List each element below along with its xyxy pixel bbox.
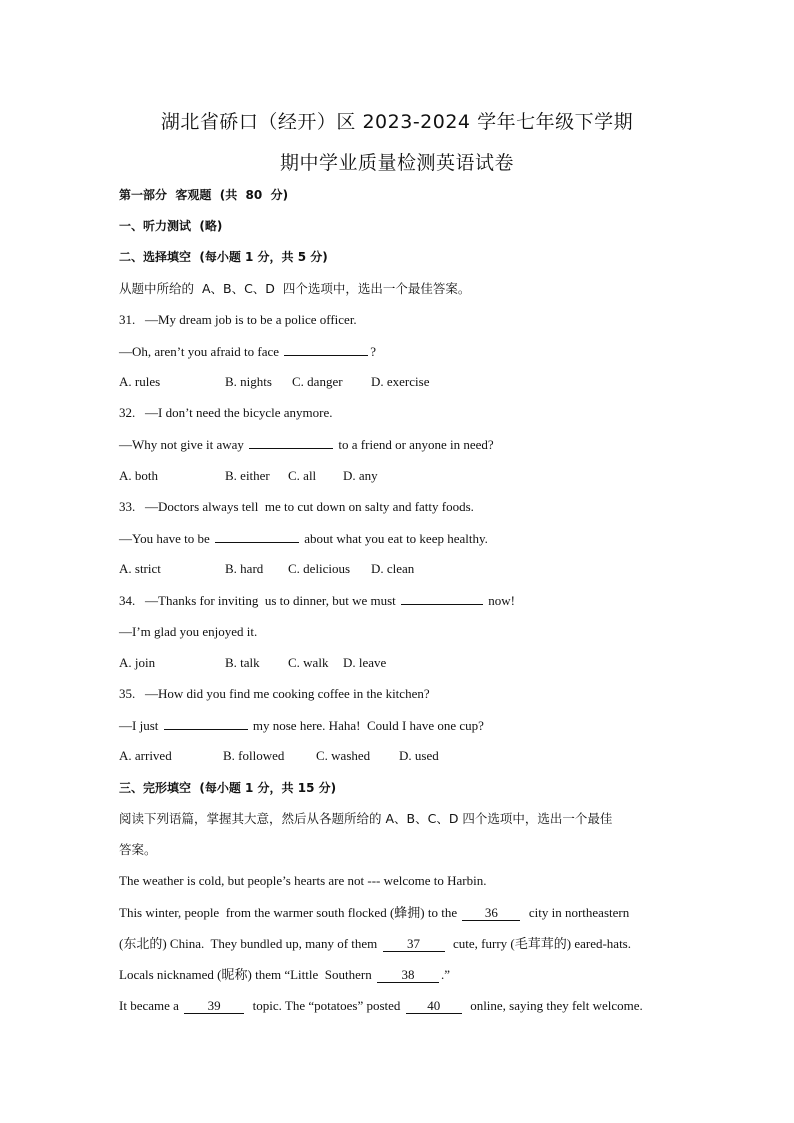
- option-c: C. all: [288, 468, 317, 483]
- section3-heading: 三、完形填空 (每小题 1 分，共 15 分): [119, 781, 337, 795]
- answer-blank: [284, 342, 368, 356]
- question-33: 33. —Doctors always tell me to cut down on salty and fatty foods.: [119, 499, 474, 514]
- passage-line-3: (东北的) China. They bundled up, many of them 37 cute, furry (毛茸茸的) eared-hats.: [119, 936, 631, 951]
- section1-heading: 一、听力测试 (略): [119, 219, 223, 233]
- cloze-blank-36: 36: [462, 906, 520, 921]
- question-32: 32. —I don’t need the bicycle anymore.: [119, 405, 333, 420]
- part1-heading: 第一部分 客观题 (共 80 分): [119, 188, 289, 202]
- option-b: B. hard: [225, 561, 264, 576]
- option-a: A. rules: [119, 374, 161, 389]
- answer-blank: [401, 591, 483, 605]
- option-a: A. arrived: [119, 748, 172, 763]
- passage-line-4: Locals nicknamed (昵称) them “Little Southern 38 .”: [119, 967, 450, 982]
- cloze-blank-38: 38: [377, 968, 439, 983]
- option-d: D. exercise: [371, 374, 430, 389]
- option-d: D. any: [343, 468, 378, 483]
- cloze-blank-40: 40: [406, 999, 462, 1014]
- option-b: B. nights: [225, 374, 272, 389]
- cloze-blank-37: 37: [383, 937, 445, 952]
- section2-instruction: 从题中所给的 A、B、C、D 四个选项中，选出一个最佳答案。: [119, 281, 471, 296]
- section3-instruction: 阅读下列语篇，掌握其大意，然后从各题所给的 A、B、C、D 四个选项中，选出一个最佳: [119, 811, 613, 826]
- option-b: B. followed: [223, 748, 285, 763]
- option-c: C. danger: [292, 374, 343, 389]
- question-34: 34. —Thanks for inviting us to dinner, but we must now!: [119, 593, 516, 608]
- option-a: A. strict: [119, 561, 161, 576]
- exam-title-line2: 期中学业质量检测英语试卷: [279, 152, 514, 174]
- section3-instruction-cont: 答案。: [119, 842, 157, 857]
- option-d: D. used: [399, 748, 439, 763]
- option-c: C. walk: [288, 655, 329, 670]
- option-c: C. delicious: [288, 561, 351, 576]
- passage-line-2: This winter, people from the warmer south flocked (蜂拥) to the 36 city in northeastern: [119, 905, 630, 920]
- exam-title-line1: 湖北省硚口（经开）区 2023-2024 学年七年级下学期: [160, 111, 634, 133]
- response-31: —Oh, aren’t you afraid to face ?: [119, 344, 377, 359]
- cloze-blank-39: 39: [184, 999, 244, 1014]
- option-a: A. join: [119, 655, 156, 670]
- answer-blank: [215, 529, 299, 543]
- option-c: C. washed: [316, 748, 371, 763]
- option-b: B. talk: [225, 655, 260, 670]
- option-b: B. either: [225, 468, 270, 483]
- question-35: 35. —How did you find me cooking coffee in the kitchen?: [119, 686, 430, 701]
- answer-blank: [249, 435, 333, 449]
- response-34: —I’m glad you enjoyed it.: [119, 624, 258, 639]
- passage-line-1: The weather is cold, but people’s hearts are not --- welcome to Harbin.: [119, 873, 487, 888]
- option-a: A. both: [119, 468, 158, 483]
- answer-blank: [164, 716, 248, 730]
- question-31: 31. —My dream job is to be a police officer.: [119, 312, 357, 327]
- option-d: D. leave: [343, 655, 387, 670]
- response-35: —I just my nose here. Haha! Could I have one cup?: [119, 718, 484, 733]
- passage-line-5: It became a 39 topic. The “potatoes” posted 40 online, saying they felt welcome.: [119, 998, 643, 1013]
- option-d: D. clean: [371, 561, 415, 576]
- response-33: —You have to be about what you eat to keep healthy.: [119, 531, 488, 546]
- response-32: —Why not give it away to a friend or anyone in need?: [119, 437, 494, 452]
- section2-heading: 二、选择填空 (每小题 1 分，共 5 分): [119, 250, 328, 264]
